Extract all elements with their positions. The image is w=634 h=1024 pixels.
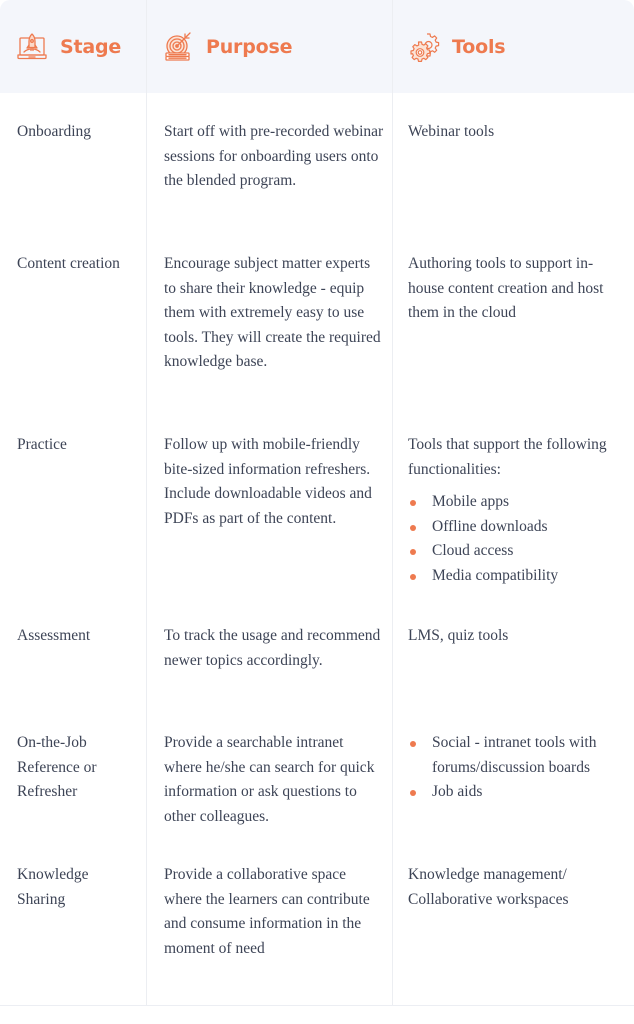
tools-text: LMS, quiz tools bbox=[408, 627, 509, 644]
purpose-cell bbox=[164, 624, 384, 673]
header-cell-tools bbox=[408, 0, 505, 93]
tools-bullet-item: Social - intranet tools with forums/discussion boards bbox=[408, 731, 628, 780]
stage-cell: On-the-Job Reference or Refresher bbox=[17, 734, 97, 800]
tools-cell bbox=[408, 863, 628, 912]
tools-bullet-item: Media compatibility bbox=[408, 564, 628, 589]
tools-cell bbox=[408, 731, 628, 805]
purpose-cell bbox=[164, 863, 384, 961]
tools-text: Authoring tools to support in-house content creation and host them in the cloud bbox=[408, 255, 604, 321]
column-divider bbox=[146, 0, 147, 1005]
stage-cell: Content creation bbox=[17, 255, 120, 272]
table-header bbox=[0, 0, 634, 93]
tools-cell bbox=[408, 120, 628, 145]
tools-cell bbox=[408, 433, 628, 588]
stage-cell: Knowledge Sharing bbox=[17, 866, 89, 908]
gears-icon bbox=[408, 31, 440, 63]
rocket-laptop-icon bbox=[16, 31, 48, 63]
purpose-cell bbox=[164, 731, 384, 829]
purpose-text: Include downloadable videos and PDFs as part of the content. bbox=[164, 485, 372, 527]
purpose-cell bbox=[164, 120, 384, 194]
header-cell-purpose bbox=[162, 0, 292, 93]
stage-cell: Assessment bbox=[17, 627, 91, 644]
header-label-stage: Stage bbox=[60, 35, 122, 58]
tools-bullet-item: Offline downloads bbox=[408, 515, 628, 540]
purpose-text: Encourage subject matter experts to share their knowledge - equip them with extremely easy to use tools. They will create the required knowledge base. bbox=[164, 255, 381, 370]
tools-bullet-item: Job aids bbox=[408, 780, 628, 805]
purpose-text: To track the usage and recommend newer topics accordingly. bbox=[164, 627, 381, 669]
stage-cell: Practice bbox=[17, 436, 67, 453]
tools-cell bbox=[408, 624, 628, 649]
purpose-cell bbox=[164, 252, 384, 375]
tools-bullet-list bbox=[408, 731, 628, 805]
purpose-text: Provide a searchable intranet where he/she can search for quick information or ask questions to other colleagues. bbox=[164, 734, 375, 825]
header-label-purpose: Purpose bbox=[206, 35, 293, 58]
column-divider bbox=[392, 0, 393, 1005]
purpose-text: Start off with pre-recorded webinar sessions for onboarding users onto the blended program. bbox=[164, 123, 384, 189]
tools-bullet-item: Mobile apps bbox=[408, 490, 628, 515]
target-arrow-icon bbox=[162, 31, 194, 63]
tools-text: Knowledge management/ Collaborative workspaces bbox=[408, 866, 569, 908]
tools-text: Webinar tools bbox=[408, 123, 495, 140]
purpose-text: Follow up with mobile-friendly bite-sized information refreshers. bbox=[164, 436, 371, 478]
header-cell-stage bbox=[16, 0, 121, 93]
tools-bullet-item: Cloud access bbox=[408, 539, 628, 564]
tools-text: Tools that support the following functionalities: bbox=[408, 436, 607, 478]
tools-bullet-list bbox=[408, 490, 628, 588]
purpose-text: Provide a collaborative space where the learners can contribute and consume information in the moment of need bbox=[164, 866, 370, 957]
tools-cell bbox=[408, 252, 628, 326]
header-label-tools: Tools bbox=[452, 35, 506, 58]
stage-cell: Onboarding bbox=[17, 123, 92, 140]
purpose-cell bbox=[164, 433, 384, 531]
